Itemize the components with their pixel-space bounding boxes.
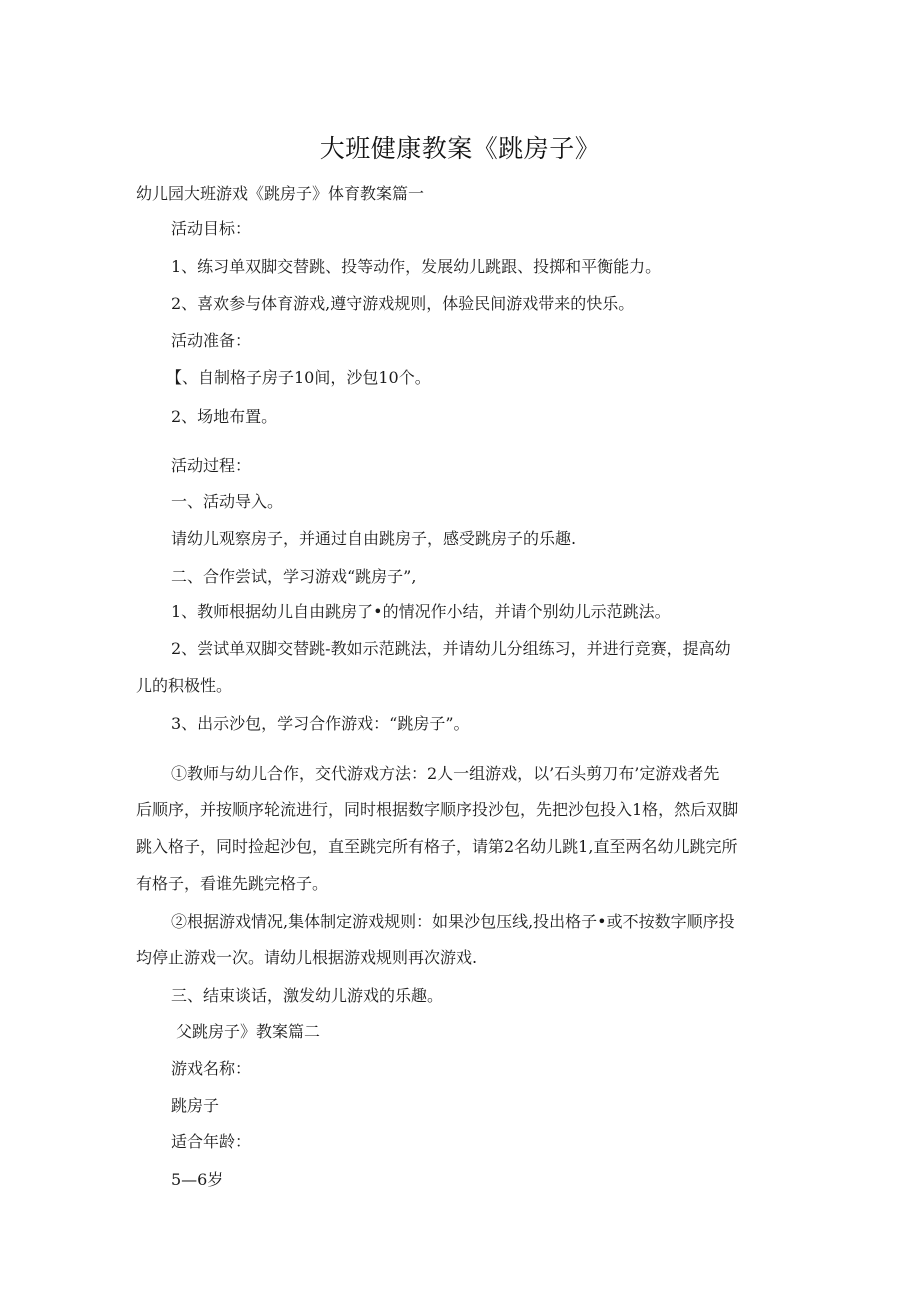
paragraph-line: 1、教师根据幼儿自由跳房了•的情况作小结，并请个别幼儿示范跳法。 [171,602,671,621]
document-title: 大班健康教案《跳房子》 [319,134,601,163]
paragraph-line: 5—6岁 [171,1170,224,1189]
paragraph-line: 跳入格子，同时捡起沙包，直至跳完所有格子，请第2名幼儿跳1,直至两名幼儿跳完所 [136,837,738,856]
paragraph-line: 适合年龄： [171,1132,252,1151]
paragraph-line: 3、出示沙包，学习合作游戏：“跳房子”。 [171,714,470,733]
paragraph-line: 活动准备： [171,331,252,350]
paragraph-line: 活动目标： [171,219,252,238]
paragraph-line: 2、尝试单双脚交替跳-教如示范跳法，并请幼儿分组练习，并进行竞赛，提高幼 [171,639,731,658]
paragraph-line: 1、练习单双脚交替跳、投等动作，发展幼儿跳跟、投掷和平衡能力。 [171,257,662,276]
paragraph-line: ①教师与幼儿合作，交代游戏方法：2人一组游戏，以’石头剪刀布’定游戏者先 [171,764,720,783]
paragraph-line: 后顺序，并按顺序轮流进行，同时根据数字顺序投沙包，先把沙包投入1格，然后双脚 [136,800,739,819]
section-heading-2: 父跳房子》教案篇二 [176,1022,321,1041]
paragraph-line: ②根据游戏情况,集体制定游戏规则：如果沙包压线,投出格子•或不按数字顺序投 [171,912,735,931]
paragraph-line: 游戏名称： [171,1059,252,1078]
paragraph-line: 2、场地布置。 [171,407,278,426]
paragraph-line: 2、喜欢参与体育游戏,遵守游戏规则，体验民间游戏带来的快乐。 [171,294,635,313]
paragraph-line: 三、结束谈话，激发幼儿游戏的乐趣。 [171,986,444,1005]
paragraph-line: 有格子，看谁先跳完格子。 [136,874,329,893]
paragraph-line: 均停止游戏一次。请幼儿根据游戏规则再次游戏. [136,948,478,967]
paragraph-line: 二、合作尝试，学习游戏“跳房子”, [171,567,417,586]
paragraph-line: 儿的积极性。 [136,676,233,695]
section-heading-1: 幼儿园大班游戏《跳房子》体育教案篇一 [136,184,425,203]
paragraph-line: 跳房子 [171,1096,220,1115]
paragraph-line: 请幼儿观察房子，并通过自由跳房子，感受跳房子的乐趣. [171,529,577,548]
paragraph-line: 一、活动导入。 [171,492,284,511]
paragraph-line: 活动过程： [171,456,252,475]
paragraph-line: 【、自制格子房子10间，沙包10个。 [166,368,431,387]
